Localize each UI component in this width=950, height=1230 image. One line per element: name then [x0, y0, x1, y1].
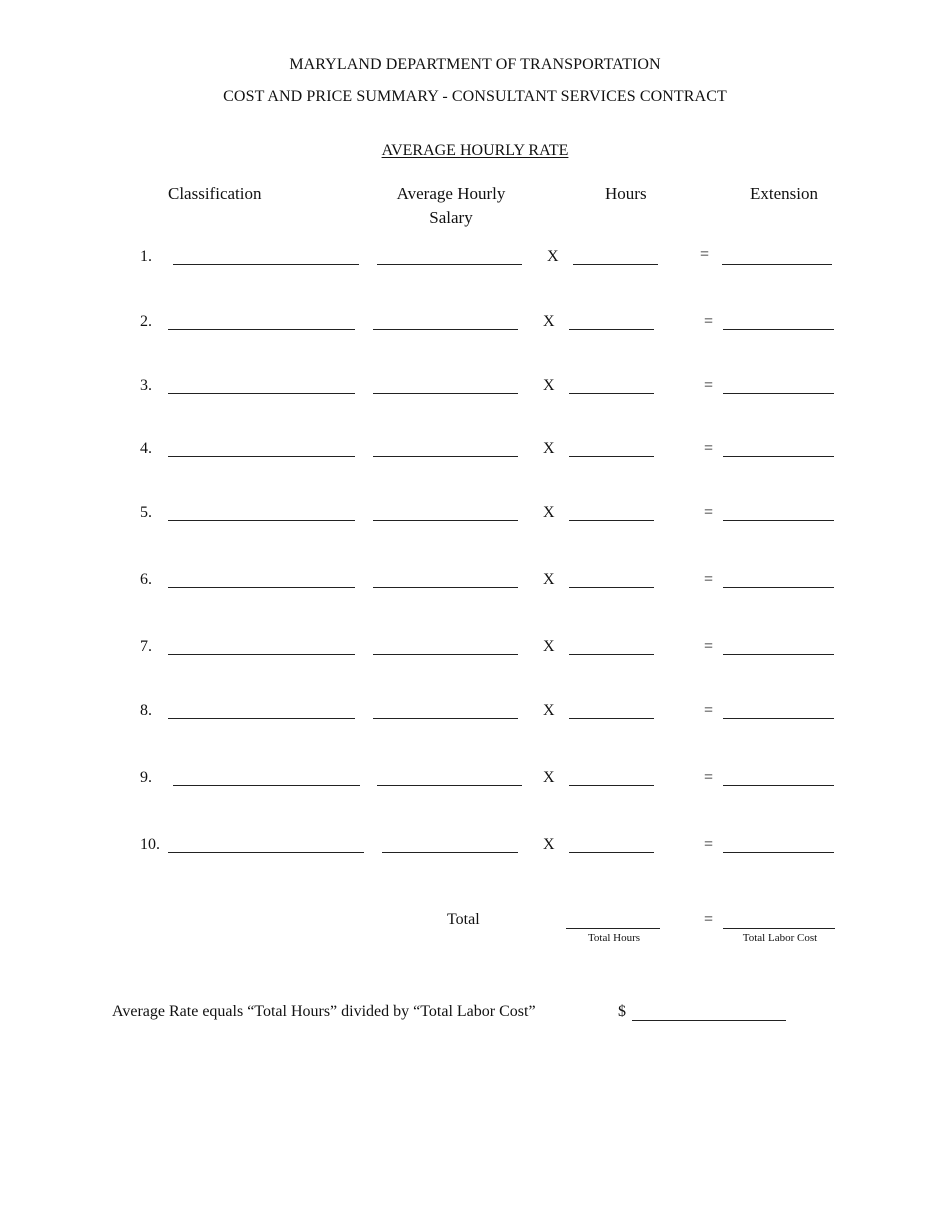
- row-number: 5.: [140, 504, 152, 521]
- section-title-text: AVERAGE HOURLY RATE: [381, 142, 569, 159]
- extension-field[interactable]: [723, 718, 834, 719]
- multiply-sign: X: [543, 836, 555, 853]
- multiply-sign: X: [543, 571, 555, 588]
- multiply-sign: X: [543, 702, 555, 719]
- multiply-sign: X: [543, 504, 555, 521]
- row-number: 10.: [140, 836, 160, 853]
- salary-field[interactable]: [373, 587, 518, 588]
- extension-field[interactable]: [723, 852, 834, 853]
- equals-sign: =: [704, 769, 714, 786]
- classification-field[interactable]: [168, 587, 355, 588]
- multiply-sign: X: [543, 313, 555, 330]
- multiply-sign: X: [543, 377, 555, 394]
- hours-field[interactable]: [569, 852, 654, 853]
- row-number: 7.: [140, 638, 152, 655]
- total-labor-cost-caption: Total Labor Cost: [742, 932, 818, 944]
- classification-field[interactable]: [168, 393, 355, 394]
- row-number: 8.: [140, 702, 152, 719]
- column-header-extension: Extension: [750, 184, 818, 203]
- column-header-hours: Hours: [605, 184, 647, 203]
- classification-field[interactable]: [168, 520, 355, 521]
- hours-field[interactable]: [569, 587, 654, 588]
- salary-field[interactable]: [382, 852, 518, 853]
- row-number: 9.: [140, 769, 152, 786]
- multiply-sign: X: [543, 638, 555, 655]
- total-equals-sign: =: [704, 911, 714, 928]
- total-label: Total: [447, 911, 480, 928]
- equals-sign: =: [704, 313, 714, 330]
- salary-field[interactable]: [373, 456, 518, 457]
- salary-field[interactable]: [373, 654, 518, 655]
- classification-field[interactable]: [173, 264, 359, 265]
- row-number: 6.: [140, 571, 152, 588]
- classification-field[interactable]: [168, 329, 355, 330]
- extension-field[interactable]: [723, 520, 834, 521]
- hours-field[interactable]: [569, 456, 654, 457]
- classification-field[interactable]: [168, 852, 364, 853]
- section-title: [0, 142, 950, 160]
- extension-field[interactable]: [723, 393, 834, 394]
- classification-field[interactable]: [168, 456, 355, 457]
- total-hours-caption: Total Hours: [587, 932, 641, 944]
- total-hours-field[interactable]: [566, 928, 660, 929]
- total-labor-cost-field[interactable]: [723, 928, 835, 929]
- hours-field[interactable]: [569, 393, 654, 394]
- classification-field[interactable]: [168, 654, 355, 655]
- average-rate-field[interactable]: [632, 1020, 786, 1021]
- equals-sign: =: [704, 571, 714, 588]
- hours-field[interactable]: [569, 329, 654, 330]
- equals-sign: =: [704, 836, 714, 853]
- hours-field[interactable]: [569, 785, 654, 786]
- multiply-sign: X: [547, 248, 559, 265]
- salary-field[interactable]: [373, 718, 518, 719]
- extension-field[interactable]: [723, 785, 834, 786]
- multiply-sign: X: [543, 769, 555, 786]
- salary-field[interactable]: [373, 520, 518, 521]
- equals-sign: =: [704, 702, 714, 719]
- salary-field[interactable]: [373, 329, 518, 330]
- average-rate-statement: Average Rate equals “Total Hours” divided by “Total Labor Cost”: [112, 1003, 536, 1020]
- extension-field[interactable]: [722, 264, 832, 265]
- row-number: 1.: [140, 248, 152, 265]
- department-title: MARYLAND DEPARTMENT OF TRANSPORTATION: [289, 56, 661, 73]
- salary-field[interactable]: [373, 393, 518, 394]
- hours-field[interactable]: [573, 264, 658, 265]
- row-number: 3.: [140, 377, 152, 394]
- equals-sign: =: [704, 440, 714, 457]
- classification-field[interactable]: [168, 718, 355, 719]
- salary-field[interactable]: [377, 264, 522, 265]
- row-number: 2.: [140, 313, 152, 330]
- classification-field[interactable]: [173, 785, 360, 786]
- multiply-sign: X: [543, 440, 555, 457]
- column-header-average-hourly-salary: [376, 182, 526, 230]
- equals-sign: =: [704, 377, 714, 394]
- extension-field[interactable]: [723, 456, 834, 457]
- form-title: COST AND PRICE SUMMARY - CONSULTANT SERVICES CONTRACT: [223, 88, 727, 105]
- extension-field[interactable]: [723, 587, 834, 588]
- equals-sign: =: [704, 638, 714, 655]
- column-header-salary-line1: Average Hourly: [396, 184, 506, 203]
- extension-field[interactable]: [723, 654, 834, 655]
- equals-sign: =: [704, 504, 714, 521]
- column-header-salary-line2: Salary: [429, 208, 473, 227]
- extension-field[interactable]: [723, 329, 834, 330]
- hours-field[interactable]: [569, 520, 654, 521]
- salary-field[interactable]: [377, 785, 522, 786]
- hours-field[interactable]: [569, 654, 654, 655]
- equals-sign: =: [700, 246, 710, 263]
- column-header-classification: Classification: [168, 184, 262, 203]
- row-number: 4.: [140, 440, 152, 457]
- hours-field[interactable]: [569, 718, 654, 719]
- dollar-sign: $: [618, 1003, 626, 1020]
